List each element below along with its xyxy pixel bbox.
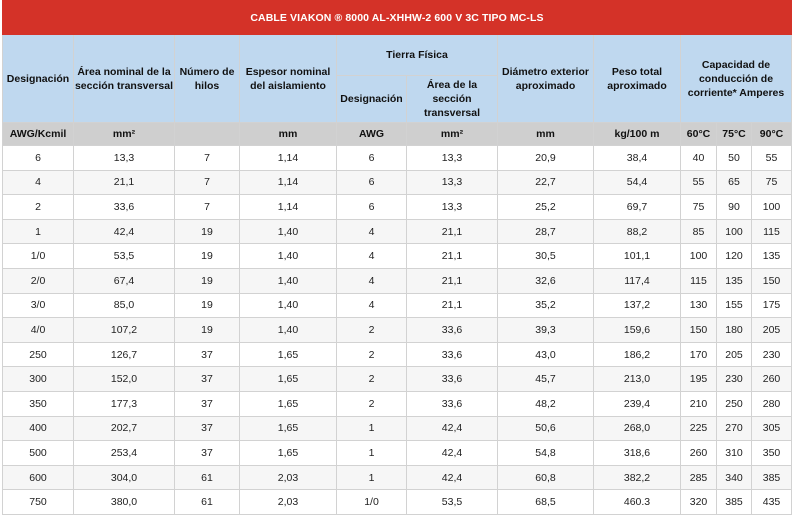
header-peso: Peso total aproximado — [594, 35, 681, 123]
cell-diametro: 39,3 — [498, 318, 594, 343]
cell-designacion: 2/0 — [3, 268, 74, 293]
cell-tierra-designacion: 2 — [337, 318, 407, 343]
cell-tierra-designacion: 6 — [337, 170, 407, 195]
cell-amp-75c: 65 — [717, 170, 752, 195]
cell-diametro: 22,7 — [498, 170, 594, 195]
cell-amp-75c: 120 — [717, 244, 752, 269]
cell-area: 152,0 — [74, 367, 175, 392]
cell-designacion: 750 — [3, 490, 74, 515]
cell-peso: 318,6 — [594, 441, 681, 466]
cell-peso: 268,0 — [594, 416, 681, 441]
cell-diametro: 32,6 — [498, 268, 594, 293]
cell-amp-90c: 280 — [752, 391, 792, 416]
cell-amp-60c: 55 — [681, 170, 717, 195]
cell-espesor: 1,40 — [240, 244, 337, 269]
cell-amp-90c: 100 — [752, 195, 792, 220]
cell-designacion: 350 — [3, 391, 74, 416]
cell-amp-90c: 135 — [752, 244, 792, 269]
cell-area: 53,5 — [74, 244, 175, 269]
cell-diametro: 60,8 — [498, 465, 594, 490]
cell-tierra-area: 33,6 — [407, 367, 498, 392]
unit-peso: kg/100 m — [594, 123, 681, 146]
header-capacidad: Capacidad de conducción de corriente* Amperes — [681, 35, 792, 123]
unit-60c: 60°C — [681, 123, 717, 146]
unit-diametro: mm — [498, 123, 594, 146]
cell-peso: 159,6 — [594, 318, 681, 343]
header-espesor: Espesor nominal del aislamiento — [240, 35, 337, 123]
cell-designacion: 250 — [3, 342, 74, 367]
cell-tierra-area: 21,1 — [407, 244, 498, 269]
cell-peso: 239,4 — [594, 391, 681, 416]
table-row — [3, 490, 792, 515]
header-designacion: Designación — [3, 35, 74, 123]
cell-hilos: 19 — [175, 293, 240, 318]
cell-amp-75c: 100 — [717, 219, 752, 244]
table-row — [3, 318, 792, 343]
cell-tierra-area: 13,3 — [407, 146, 498, 171]
unit-espesor: mm — [240, 123, 337, 146]
header-numero-hilos: Número de hilos — [175, 35, 240, 123]
cell-tierra-area: 42,4 — [407, 465, 498, 490]
cell-diametro: 50,6 — [498, 416, 594, 441]
cell-hilos: 19 — [175, 219, 240, 244]
cell-amp-75c: 135 — [717, 268, 752, 293]
cell-tierra-designacion: 2 — [337, 342, 407, 367]
cell-tierra-area: 53,5 — [407, 490, 498, 515]
unit-tierra-area: mm² — [407, 123, 498, 146]
cell-area: 177,3 — [74, 391, 175, 416]
cell-amp-60c: 285 — [681, 465, 717, 490]
cell-amp-60c: 85 — [681, 219, 717, 244]
cell-tierra-area: 42,4 — [407, 441, 498, 466]
cell-area: 304,0 — [74, 465, 175, 490]
cell-tierra-designacion: 1/0 — [337, 490, 407, 515]
cell-area: 33,6 — [74, 195, 175, 220]
cell-tierra-designacion: 4 — [337, 268, 407, 293]
cell-amp-90c: 260 — [752, 367, 792, 392]
cell-hilos: 61 — [175, 465, 240, 490]
cell-amp-60c: 195 — [681, 367, 717, 392]
cell-tierra-designacion: 6 — [337, 146, 407, 171]
cell-amp-60c: 150 — [681, 318, 717, 343]
cell-peso: 117,4 — [594, 268, 681, 293]
cell-amp-75c: 385 — [717, 490, 752, 515]
cell-peso: 186,2 — [594, 342, 681, 367]
cell-hilos: 19 — [175, 268, 240, 293]
cell-area: 21,1 — [74, 170, 175, 195]
table-row — [3, 441, 792, 466]
cell-amp-75c: 250 — [717, 391, 752, 416]
cell-diametro: 43,0 — [498, 342, 594, 367]
cell-area: 67,4 — [74, 268, 175, 293]
cell-tierra-area: 13,3 — [407, 195, 498, 220]
cell-tierra-designacion: 1 — [337, 441, 407, 466]
cell-tierra-area: 33,6 — [407, 391, 498, 416]
units-row — [3, 123, 792, 146]
unit-hilos — [175, 123, 240, 146]
cell-tierra-designacion: 2 — [337, 367, 407, 392]
table-row — [3, 416, 792, 441]
cell-amp-60c: 320 — [681, 490, 717, 515]
cell-designacion: 3/0 — [3, 293, 74, 318]
cell-amp-75c: 340 — [717, 465, 752, 490]
cell-designacion: 4 — [3, 170, 74, 195]
cell-diametro: 45,7 — [498, 367, 594, 392]
header-area-nominal: Área nominal de la sección transversal — [74, 35, 175, 123]
table-row — [3, 146, 792, 171]
unit-designacion: AWG/Kcmil — [3, 123, 74, 146]
cell-peso: 137,2 — [594, 293, 681, 318]
cell-tierra-area: 33,6 — [407, 318, 498, 343]
unit-75c: 75°C — [717, 123, 752, 146]
header-diametro: Diámetro exterior aproximado — [498, 35, 594, 123]
cell-peso: 101,1 — [594, 244, 681, 269]
cell-amp-60c: 130 — [681, 293, 717, 318]
cell-amp-90c: 385 — [752, 465, 792, 490]
cell-tierra-area: 42,4 — [407, 416, 498, 441]
cell-tierra-area: 33,6 — [407, 342, 498, 367]
cell-diametro: 20,9 — [498, 146, 594, 171]
cell-espesor: 1,40 — [240, 268, 337, 293]
cell-amp-60c: 100 — [681, 244, 717, 269]
header-tierra-fisica: Tierra Física — [337, 35, 498, 76]
unit-90c: 90°C — [752, 123, 792, 146]
cell-designacion: 6 — [3, 146, 74, 171]
cell-amp-60c: 260 — [681, 441, 717, 466]
table-title: CABLE VIAKON ® 8000 AL-XHHW-2 600 V 3C TIPO MC-LS — [3, 1, 792, 35]
cell-espesor: 1,65 — [240, 391, 337, 416]
cell-amp-75c: 230 — [717, 367, 752, 392]
cell-peso: 460.3 — [594, 490, 681, 515]
cell-amp-90c: 230 — [752, 342, 792, 367]
cell-espesor: 1,65 — [240, 441, 337, 466]
cell-amp-90c: 305 — [752, 416, 792, 441]
cell-tierra-designacion: 4 — [337, 244, 407, 269]
cell-area: 126,7 — [74, 342, 175, 367]
cell-tierra-area: 21,1 — [407, 268, 498, 293]
table-row — [3, 195, 792, 220]
table-row — [3, 367, 792, 392]
cell-designacion: 2 — [3, 195, 74, 220]
cell-hilos: 37 — [175, 416, 240, 441]
cell-amp-90c: 55 — [752, 146, 792, 171]
cell-peso: 54,4 — [594, 170, 681, 195]
cell-area: 42,4 — [74, 219, 175, 244]
cell-diametro: 48,2 — [498, 391, 594, 416]
cell-hilos: 37 — [175, 391, 240, 416]
cell-amp-90c: 435 — [752, 490, 792, 515]
cell-area: 380,0 — [74, 490, 175, 515]
cell-espesor: 1,14 — [240, 170, 337, 195]
cell-amp-60c: 210 — [681, 391, 717, 416]
cell-tierra-area: 21,1 — [407, 219, 498, 244]
table-row — [3, 391, 792, 416]
cell-designacion: 1 — [3, 219, 74, 244]
cell-hilos: 37 — [175, 342, 240, 367]
cell-area: 253,4 — [74, 441, 175, 466]
table-row — [3, 293, 792, 318]
cell-peso: 382,2 — [594, 465, 681, 490]
cell-amp-75c: 50 — [717, 146, 752, 171]
cell-hilos: 19 — [175, 244, 240, 269]
cell-espesor: 1,65 — [240, 416, 337, 441]
cell-amp-60c: 225 — [681, 416, 717, 441]
cell-peso: 88,2 — [594, 219, 681, 244]
cell-designacion: 300 — [3, 367, 74, 392]
cell-hilos: 19 — [175, 318, 240, 343]
unit-tierra-awg: AWG — [337, 123, 407, 146]
cell-area: 202,7 — [74, 416, 175, 441]
cell-tierra-designacion: 4 — [337, 219, 407, 244]
cell-amp-90c: 75 — [752, 170, 792, 195]
cell-designacion: 400 — [3, 416, 74, 441]
table-row — [3, 219, 792, 244]
cell-diametro: 35,2 — [498, 293, 594, 318]
table-row — [3, 342, 792, 367]
cell-diametro: 68,5 — [498, 490, 594, 515]
cell-designacion: 500 — [3, 441, 74, 466]
cell-amp-75c: 90 — [717, 195, 752, 220]
cell-hilos: 7 — [175, 170, 240, 195]
cell-amp-90c: 115 — [752, 219, 792, 244]
unit-area: mm² — [74, 123, 175, 146]
cell-amp-60c: 170 — [681, 342, 717, 367]
cell-amp-60c: 75 — [681, 195, 717, 220]
cell-hilos: 37 — [175, 367, 240, 392]
cell-hilos: 7 — [175, 146, 240, 171]
cable-spec-table — [2, 0, 792, 515]
cell-tierra-area: 13,3 — [407, 170, 498, 195]
cell-hilos: 7 — [175, 195, 240, 220]
table-body — [3, 146, 792, 515]
cell-diametro: 30,5 — [498, 244, 594, 269]
cell-diametro: 28,7 — [498, 219, 594, 244]
cell-hilos: 37 — [175, 441, 240, 466]
cell-espesor: 1,14 — [240, 146, 337, 171]
cell-designacion: 600 — [3, 465, 74, 490]
cell-amp-75c: 205 — [717, 342, 752, 367]
cell-espesor: 1,40 — [240, 219, 337, 244]
cell-hilos: 61 — [175, 490, 240, 515]
cell-peso: 38,4 — [594, 146, 681, 171]
cell-tierra-designacion: 1 — [337, 465, 407, 490]
cell-area: 107,2 — [74, 318, 175, 343]
cell-espesor: 1,40 — [240, 318, 337, 343]
cell-espesor: 1,14 — [240, 195, 337, 220]
cell-amp-60c: 115 — [681, 268, 717, 293]
cell-espesor: 1,65 — [240, 342, 337, 367]
cell-amp-90c: 175 — [752, 293, 792, 318]
table-row — [3, 244, 792, 269]
cable-spec-sheet — [2, 0, 791, 515]
cell-espesor: 2,03 — [240, 465, 337, 490]
cell-area: 13,3 — [74, 146, 175, 171]
cell-diametro: 54,8 — [498, 441, 594, 466]
cell-amp-60c: 40 — [681, 146, 717, 171]
cell-tierra-designacion: 1 — [337, 416, 407, 441]
header-tierra-area: Área de la sección transversal — [407, 76, 498, 123]
cell-designacion: 1/0 — [3, 244, 74, 269]
cell-tierra-area: 21,1 — [407, 293, 498, 318]
cell-amp-90c: 350 — [752, 441, 792, 466]
cell-tierra-designacion: 4 — [337, 293, 407, 318]
cell-peso: 213,0 — [594, 367, 681, 392]
table-row — [3, 268, 792, 293]
cell-espesor: 1,65 — [240, 367, 337, 392]
cell-amp-75c: 180 — [717, 318, 752, 343]
table-row — [3, 170, 792, 195]
cell-diametro: 25,2 — [498, 195, 594, 220]
cell-espesor: 1,40 — [240, 293, 337, 318]
cell-tierra-designacion: 6 — [337, 195, 407, 220]
cell-tierra-designacion: 2 — [337, 391, 407, 416]
cell-amp-90c: 205 — [752, 318, 792, 343]
cell-amp-75c: 270 — [717, 416, 752, 441]
header-tierra-designacion: Designación — [337, 76, 407, 123]
cell-peso: 69,7 — [594, 195, 681, 220]
cell-amp-90c: 150 — [752, 268, 792, 293]
cell-amp-75c: 310 — [717, 441, 752, 466]
cell-designacion: 4/0 — [3, 318, 74, 343]
cell-area: 85,0 — [74, 293, 175, 318]
cell-espesor: 2,03 — [240, 490, 337, 515]
table-row — [3, 465, 792, 490]
cell-amp-75c: 155 — [717, 293, 752, 318]
